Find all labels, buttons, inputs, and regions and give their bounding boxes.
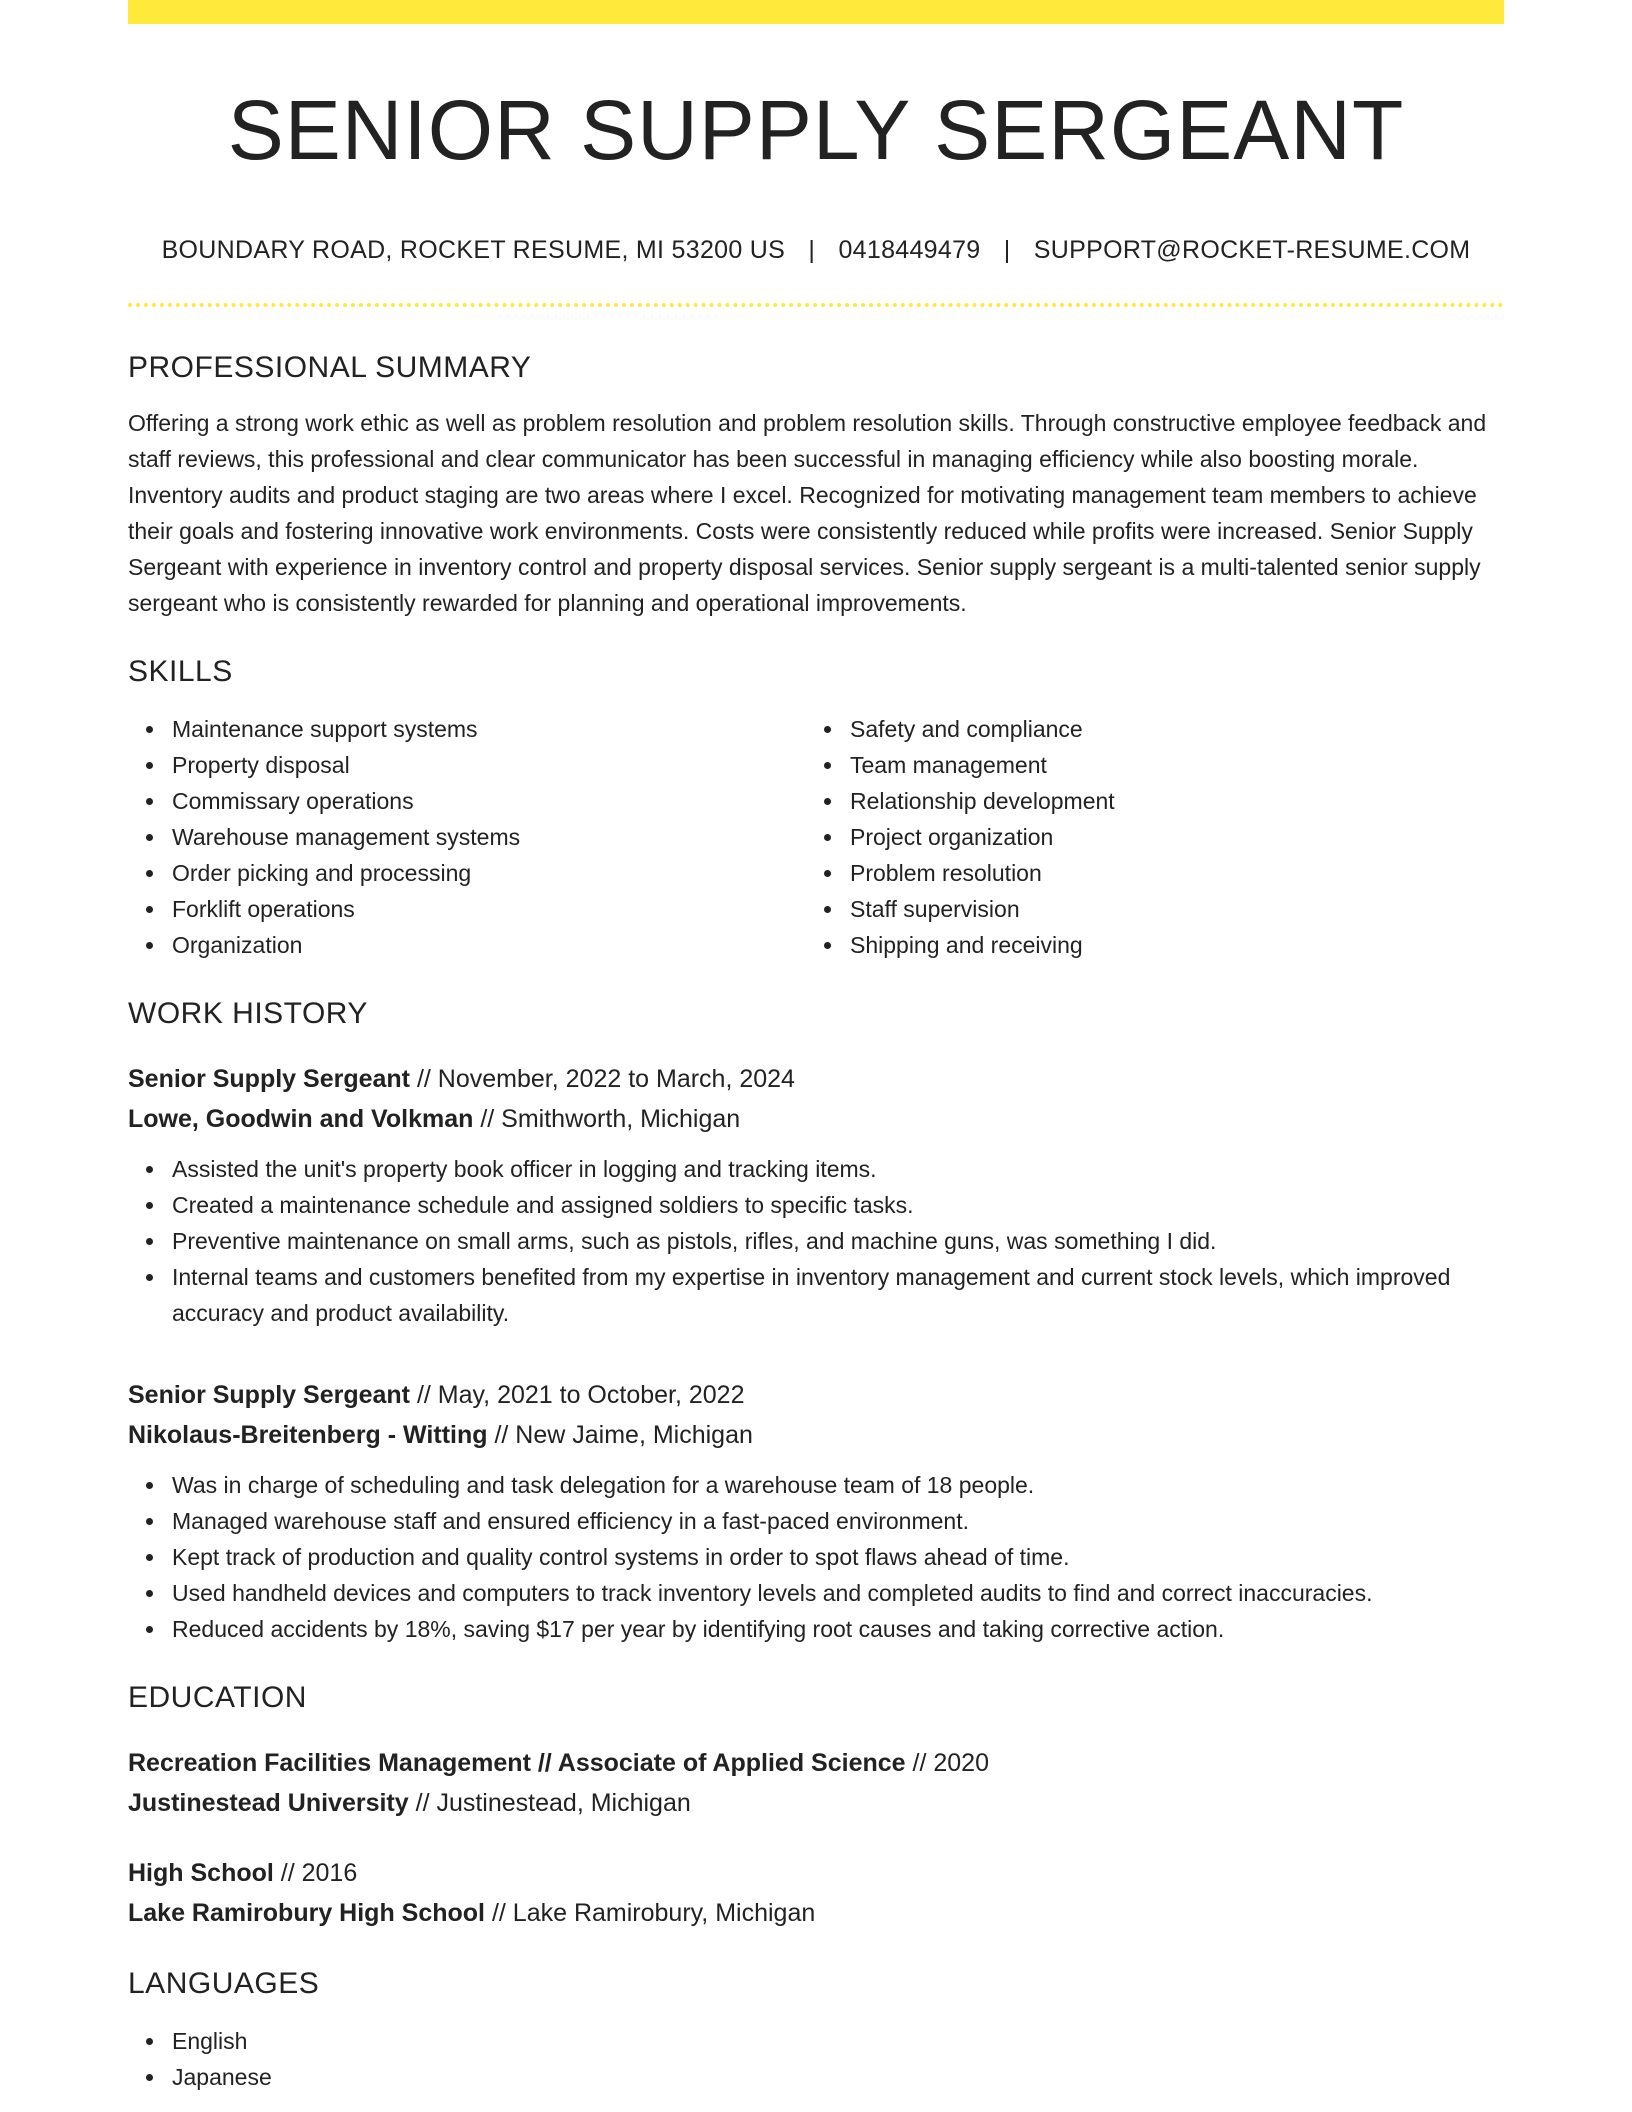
job-bullet: Preventive maintenance on small arms, such as pistols, rifles, and machine guns, was something I did.: [172, 1223, 1504, 1259]
job-company-line: [128, 1099, 1504, 1139]
degree: High School: [128, 1859, 274, 1888]
skills-column-right: [806, 711, 1484, 963]
skill-item: Warehouse management systems: [172, 819, 806, 855]
languages-list: [128, 2023, 1504, 2095]
bullet-icon: [146, 1202, 153, 1209]
contact-separator: |: [1003, 236, 1011, 265]
school: Justinestead University: [128, 1789, 409, 1818]
email: SUPPORT@ROCKET-RESUME.COM: [1033, 236, 1471, 265]
skill-item: Relationship development: [850, 783, 1484, 819]
skill-item: Project organization: [850, 819, 1484, 855]
skills-column-left: [128, 711, 806, 963]
header-divider: [128, 303, 1504, 307]
phone: 0418449479: [838, 236, 981, 265]
job-entry: [128, 1059, 1504, 1331]
language-item: Japanese: [172, 2059, 1504, 2095]
bullet-icon: [146, 906, 153, 913]
school-line: [128, 1783, 1504, 1823]
education-heading: EDUCATION: [128, 1681, 307, 1715]
bullet-icon: [146, 2074, 153, 2081]
graduation-year: // 2020: [912, 1749, 989, 1778]
job-bullet: Managed warehouse staff and ensured efficiency in a fast-paced environment.: [172, 1503, 1504, 1539]
job-bullet: Kept track of production and quality control systems in order to spot flaws ahead of time.: [172, 1539, 1504, 1575]
top-accent-bar: [128, 0, 1504, 24]
bullet-icon: [146, 1590, 153, 1597]
school-location: // Lake Ramirobury, Michigan: [491, 1899, 816, 1928]
address: BOUNDARY ROAD, ROCKET RESUME, MI 53200 US: [161, 236, 786, 265]
skill-item: Problem resolution: [850, 855, 1484, 891]
job-location: // New Jaime, Michigan: [494, 1421, 753, 1450]
job-bullet: Assisted the unit's property book officer in logging and tracking items.: [172, 1151, 1504, 1187]
school: Lake Ramirobury High School: [128, 1899, 486, 1928]
job-bullets: [128, 1151, 1504, 1331]
school-line: [128, 1893, 1504, 1933]
job-dates: // May, 2021 to October, 2022: [416, 1381, 745, 1410]
skill-item: Property disposal: [172, 747, 806, 783]
skill-item: Commissary operations: [172, 783, 806, 819]
bullet-icon: [824, 798, 831, 805]
skill-item: Forklift operations: [172, 891, 806, 927]
bullet-icon: [146, 1518, 153, 1525]
job-title-line: [128, 1059, 1504, 1099]
skill-item: Organization: [172, 927, 806, 963]
bullet-icon: [146, 1238, 153, 1245]
degree: Recreation Facilities Management // Associate of Applied Science: [128, 1749, 906, 1778]
skill-item: Staff supervision: [850, 891, 1484, 927]
languages-heading: LANGUAGES: [128, 1967, 320, 2001]
bullet-icon: [146, 762, 153, 769]
bullet-icon: [146, 1626, 153, 1633]
bullet-icon: [146, 942, 153, 949]
skill-item: Order picking and processing: [172, 855, 806, 891]
work-history-heading: WORK HISTORY: [128, 997, 368, 1031]
bullet-icon: [146, 726, 153, 733]
job-role: Senior Supply Sergeant: [128, 1381, 411, 1410]
job-bullets: [128, 1467, 1504, 1647]
bullet-icon: [824, 870, 831, 877]
job-company: Nikolaus-Breitenberg - Witting: [128, 1421, 488, 1450]
resume-page: [128, 0, 1504, 2095]
summary-heading: PROFESSIONAL SUMMARY: [128, 351, 532, 385]
bullet-icon: [146, 834, 153, 841]
summary-text: Offering a strong work ethic as well as problem resolution and problem resolution skills. Through constructive employee feedback and staff reviews, this professional and clear communicator has been successful in managing efficiency while also boosting morale. Inventory audits and product staging are two areas where I excel. Recognized for motivating management team members to achieve their goals and fostering innovative work environments. Costs were consistently reduced while profits were increased. Senior Supply Sergeant with experience in inventory control and property disposal services. Senior supply sergeant is a multi-talented senior supply sergeant who is consistently rewarded for planning and operational improvements.: [128, 410, 1487, 617]
bullet-icon: [146, 798, 153, 805]
resume-name: SENIOR SUPPLY SERGEANT: [227, 83, 1405, 177]
job-entry: [128, 1375, 1504, 1647]
bullet-icon: [146, 1554, 153, 1561]
bullet-icon: [146, 1482, 153, 1489]
skill-item: Maintenance support systems: [172, 711, 806, 747]
job-bullet: Used handheld devices and computers to track inventory levels and completed audits to find and correct inaccuracies.: [172, 1575, 1504, 1611]
degree-line: [128, 1743, 1504, 1783]
graduation-year: // 2016: [280, 1859, 358, 1888]
bullet-icon: [146, 1166, 153, 1173]
job-bullet: Was in charge of scheduling and task delegation for a warehouse team of 18 people.: [172, 1467, 1504, 1503]
skills-list: [128, 711, 1504, 963]
skill-item: Shipping and receiving: [850, 927, 1484, 963]
bullet-icon: [824, 762, 831, 769]
job-dates: // November, 2022 to March, 2024: [416, 1065, 795, 1094]
skills-heading: SKILLS: [128, 655, 233, 689]
job-role: Senior Supply Sergeant: [128, 1065, 411, 1094]
job-bullet: Created a maintenance schedule and assigned soldiers to specific tasks.: [172, 1187, 1504, 1223]
job-location: // Smithworth, Michigan: [480, 1105, 741, 1134]
bullet-icon: [824, 834, 831, 841]
bullet-icon: [146, 1274, 153, 1281]
bullet-icon: [824, 906, 831, 913]
education-entry: [128, 1743, 1504, 1823]
contact-line: [128, 236, 1504, 265]
job-company: Lowe, Goodwin and Volkman: [128, 1105, 474, 1134]
language-item: English: [172, 2023, 1504, 2059]
job-title-line: [128, 1375, 1504, 1415]
education-entry: [128, 1853, 1504, 1933]
job-bullet: Internal teams and customers benefited from my expertise in inventory management and current stock levels, which improved accuracy and product availability.: [172, 1259, 1504, 1331]
skill-item: Team management: [850, 747, 1484, 783]
job-bullet: Reduced accidents by 18%, saving $17 per year by identifying root causes and taking corrective action.: [172, 1611, 1504, 1647]
languages-section: [128, 2023, 1504, 2095]
bullet-icon: [824, 726, 831, 733]
skill-item: Safety and compliance: [850, 711, 1484, 747]
degree-line: [128, 1853, 1504, 1893]
school-location: // Justinestead, Michigan: [415, 1789, 691, 1818]
job-company-line: [128, 1415, 1504, 1455]
bullet-icon: [146, 870, 153, 877]
contact-separator: |: [808, 236, 816, 265]
bullet-icon: [146, 2038, 153, 2045]
bullet-icon: [824, 942, 831, 949]
